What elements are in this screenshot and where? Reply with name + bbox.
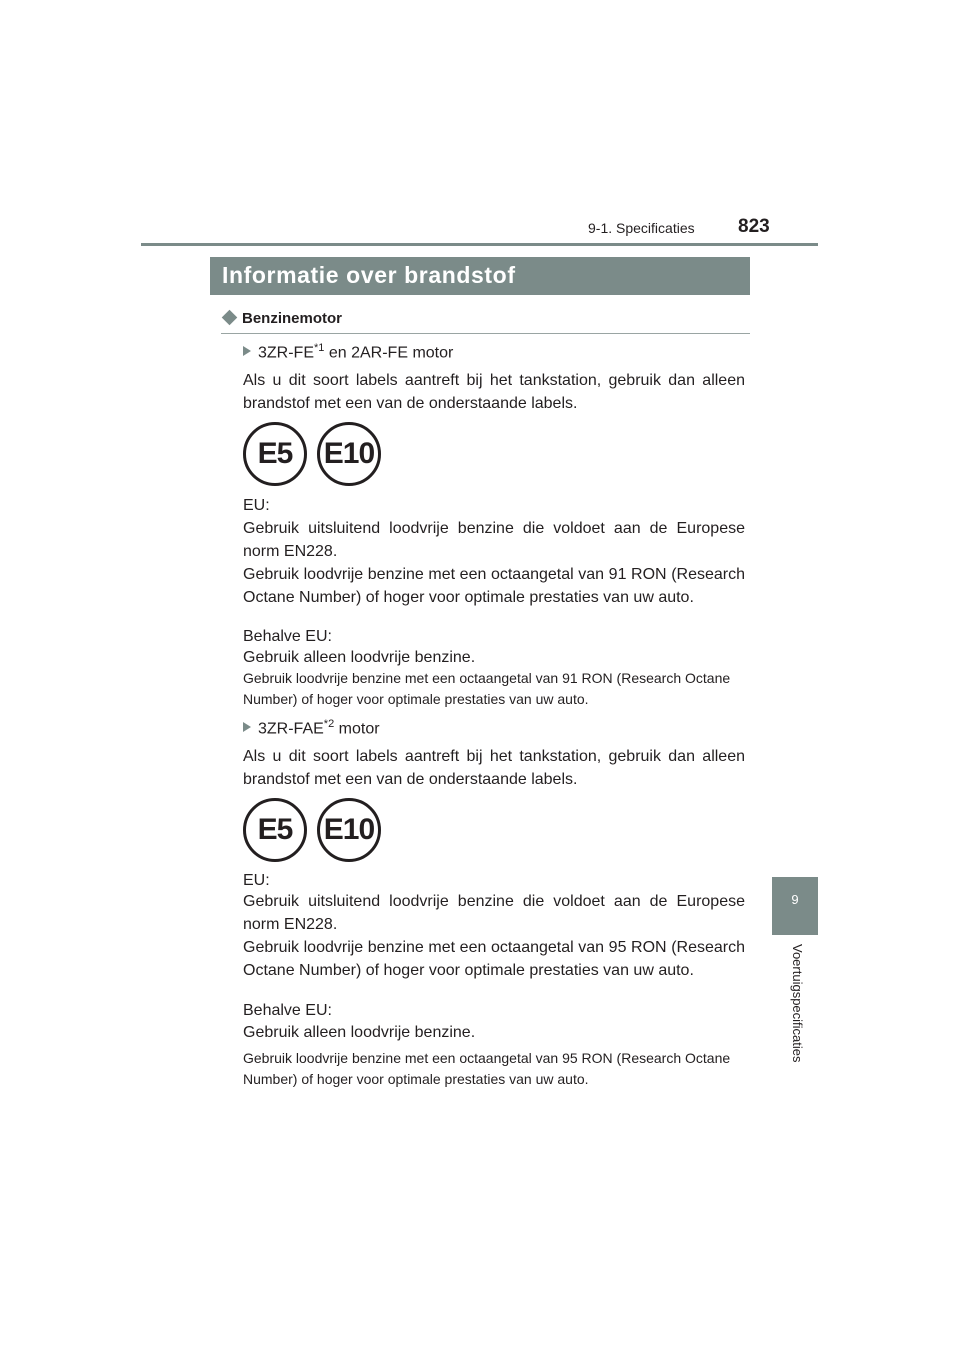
fuel-label-e5: E5 (243, 422, 307, 486)
intro-text: Als u dit soort labels aantreft bij het tankstation, gebruik dan alleen brandstof met een van de onderstaande labels. (243, 372, 745, 412)
intro-text: Als u dit soort labels aantreft bij het tankstation, gebruik dan alleen brandstof met een van de onderstaande labels. (243, 748, 745, 788)
page-number: 823 (738, 216, 770, 237)
non-eu-text: Gebruik alleen loodvrije benzine. (243, 649, 476, 666)
non-eu-text: Gebruik alleen loodvrije benzine. (243, 1024, 476, 1041)
engine-rest: en 2AR-FE motor (324, 344, 454, 362)
octane-text: Gebruik loodvrije benzine met een octaangetal van 91 RON (Research Octane Number) of hoger voor optimale prestaties van uw auto. (243, 566, 745, 606)
eu-norm-text: Gebruik uitsluitend loodvrije benzine die voldoet aan de Europese norm EN228. (243, 520, 745, 560)
octane-text: Gebruik loodvrije benzine met een octaangetal van 95 RON (Research Octane Number) of hoger voor optimale prestaties van uw auto. (243, 939, 745, 979)
octane-note: Gebruik loodvrije benzine met een octaangetal van 95 RON (Research Octane Number) of hoger voor optimale prestaties van uw auto. (243, 1050, 731, 1087)
eu-heading: EU: (243, 497, 270, 514)
fuel-label-e10: E10 (317, 422, 381, 486)
header-divider (141, 243, 818, 246)
engine-code: 3ZR-FAE (258, 720, 324, 738)
diamond-bullet-icon (222, 310, 238, 326)
footnote-ref: *2 (323, 718, 335, 730)
footnote-ref: *1 (314, 342, 325, 354)
page-title-text: Informatie over brandstof (222, 262, 516, 288)
non-eu-heading: Behalve EU: (243, 628, 332, 645)
fuel-label-e10: E10 (317, 798, 381, 862)
triangle-bullet-icon (243, 346, 251, 356)
subheading-text: Benzinemotor (242, 310, 343, 327)
page-title (210, 257, 750, 295)
eu-heading: EU: (243, 872, 270, 889)
engine-heading (243, 718, 380, 738)
chapter-label: Voertuigspecificaties (790, 944, 805, 1063)
subheading (221, 310, 750, 334)
eu-norm-text: Gebruik uitsluitend loodvrije benzine die voldoet aan de Europese norm EN228. (243, 893, 745, 933)
non-eu-heading: Behalve EU: (243, 1002, 332, 1019)
section-title: 9-1. Specificaties (588, 220, 695, 236)
chapter-number: 9 (791, 892, 799, 907)
octane-note: Gebruik loodvrije benzine met een octaangetal van 91 RON (Research Octane Number) of hoger voor optimale prestaties van uw auto. (243, 670, 731, 707)
engine-heading (243, 342, 453, 362)
engine-code: 3ZR-FE (258, 344, 314, 362)
chapter-tab (772, 877, 818, 935)
triangle-bullet-icon (243, 722, 251, 732)
engine-rest: motor (334, 720, 380, 738)
fuel-label-e5: E5 (243, 798, 307, 862)
